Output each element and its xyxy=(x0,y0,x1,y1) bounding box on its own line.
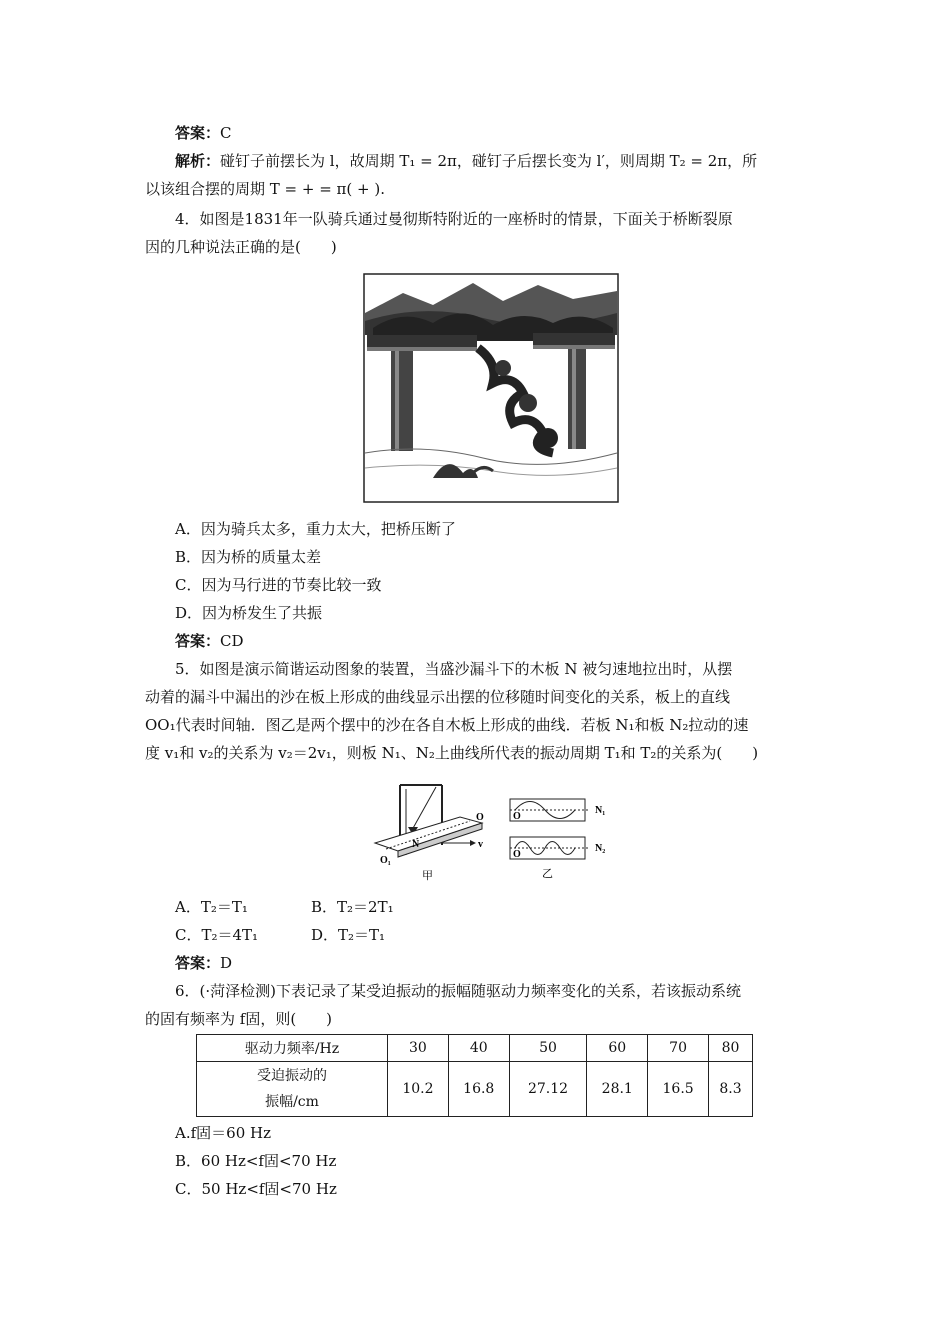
q5-answer xyxy=(175,952,835,974)
q4-option-c: C．因为马行进的节奏比较一致 xyxy=(175,576,382,594)
amp-cell: 27.12 xyxy=(509,1062,587,1117)
label-o-n2: O xyxy=(513,849,521,860)
q3-answer-value: C xyxy=(220,124,232,142)
q3-analysis-line1 xyxy=(175,150,835,172)
label-jia: 甲 xyxy=(422,870,433,882)
amp-cell: 8.3 xyxy=(709,1062,753,1117)
freq-cell: 80 xyxy=(709,1035,753,1062)
amp-cell: 16.8 xyxy=(448,1062,509,1117)
q5-option-a-text: A．T₂＝T₁ xyxy=(175,898,248,916)
q4-option-b: B．因为桥的质量太差 xyxy=(175,548,322,566)
q5-option-b-text: B．T₂＝2T₁ xyxy=(311,898,394,916)
q6-option-b: B．60 Hz<f固<70 Hz xyxy=(175,1152,337,1170)
q4-stem-line1: 4．如图是1831年一队骑兵通过曼彻斯特附近的一座桥时的情景，下面关于桥断裂原 xyxy=(175,210,733,228)
label-v: v xyxy=(478,839,483,850)
freq-cell: 50 xyxy=(509,1035,587,1062)
q3-analysis-label: 解析： xyxy=(175,152,221,170)
q6-option-a: A.f固＝60 Hz xyxy=(175,1124,271,1142)
freq-cell: 70 xyxy=(648,1035,709,1062)
q5-stem-line1: 5．如图是演示简谐运动图象的装置，当盛沙漏斗下的木板 N 被匀速地拉出时，从摆 xyxy=(175,660,733,678)
label-n1: N₁ xyxy=(595,805,606,816)
q6-frequency-table xyxy=(196,1034,753,1117)
label-o: O xyxy=(476,812,484,823)
q5-stem-line4: 度 v₁和 v₂的关系为 v₂＝2v₁，则板 N₁、N₂上曲线所代表的振动周期 T₁和 T₂的关系为( ) xyxy=(145,744,759,762)
q5-stem-line2: 动着的漏斗中漏出的沙在板上形成的曲线显示出摆的位移随时间变化的关系，板上的直线 xyxy=(145,688,731,706)
q4-option-d: D．因为桥发生了共振 xyxy=(175,604,323,622)
q5-option-c xyxy=(175,924,835,946)
amplitude-header-line2: 振幅/cm xyxy=(265,1094,319,1110)
q5-option-a xyxy=(175,896,835,918)
label-n: N xyxy=(412,839,420,850)
q4-stem-line2: 因的几种说法正确的是( ) xyxy=(145,238,337,256)
q5-stem-line3: OO₁代表时间轴．图乙是两个摆中的沙在各自木板上形成的曲线．若板 N₁和板 N₂拉动的速 xyxy=(145,716,749,734)
q4-answer xyxy=(175,630,835,652)
freq-cell: 60 xyxy=(587,1035,648,1062)
q6-stem-line2: 的固有频率为 f固，则( ) xyxy=(145,1010,333,1028)
q6-option-c: C．50 Hz<f固<70 Hz xyxy=(175,1180,337,1198)
sand-pendulum-figure xyxy=(370,775,615,885)
amp-cell: 16.5 xyxy=(648,1062,709,1117)
table-header-amplitude xyxy=(197,1062,388,1117)
q5-option-d-text: D．T₂＝T₁ xyxy=(311,926,386,944)
q5-option-c-text: C．T₂＝4T₁ xyxy=(175,926,259,944)
freq-cell: 30 xyxy=(388,1035,449,1062)
amp-cell: 28.1 xyxy=(587,1062,648,1117)
q5-answer-label: 答案： xyxy=(175,954,221,972)
q5-answer-value: D xyxy=(220,954,233,972)
q3-analysis-line2: 以该组合摆的周期 T = + = π( + ). xyxy=(145,180,385,198)
label-n2: N₂ xyxy=(595,843,606,854)
q6-stem-line1: 6．(·菏泽检测)下表记录了某受迫振动的振幅随驱动力频率变化的关系，若该振动系统 xyxy=(175,982,742,1000)
table-row-frequency xyxy=(197,1035,753,1062)
bridge-collapse-illustration xyxy=(363,273,619,503)
amp-cell: 10.2 xyxy=(388,1062,449,1117)
q3-answer xyxy=(175,122,835,144)
q3-answer-label: 答案： xyxy=(175,124,221,142)
q4-option-a: A．因为骑兵太多，重力太大，把桥压断了 xyxy=(175,520,456,538)
table-row-amplitude xyxy=(197,1062,753,1117)
q4-answer-label: 答案： xyxy=(175,632,221,650)
q4-answer-value: CD xyxy=(220,632,244,650)
table-header-frequency: 驱动力频率/Hz xyxy=(197,1035,388,1062)
label-o-n1: O xyxy=(513,811,521,822)
q3-analysis-text1: 碰钉子前摆长为 l，故周期 T₁ = 2π，碰钉子后摆长变为 l′，则周期 T₂ = 2π，所 xyxy=(220,152,758,170)
freq-cell: 40 xyxy=(448,1035,509,1062)
label-yi: 乙 xyxy=(542,868,553,880)
amplitude-header-line1: 受迫振动的 xyxy=(257,1068,327,1084)
label-o1: O₁ xyxy=(380,855,391,866)
